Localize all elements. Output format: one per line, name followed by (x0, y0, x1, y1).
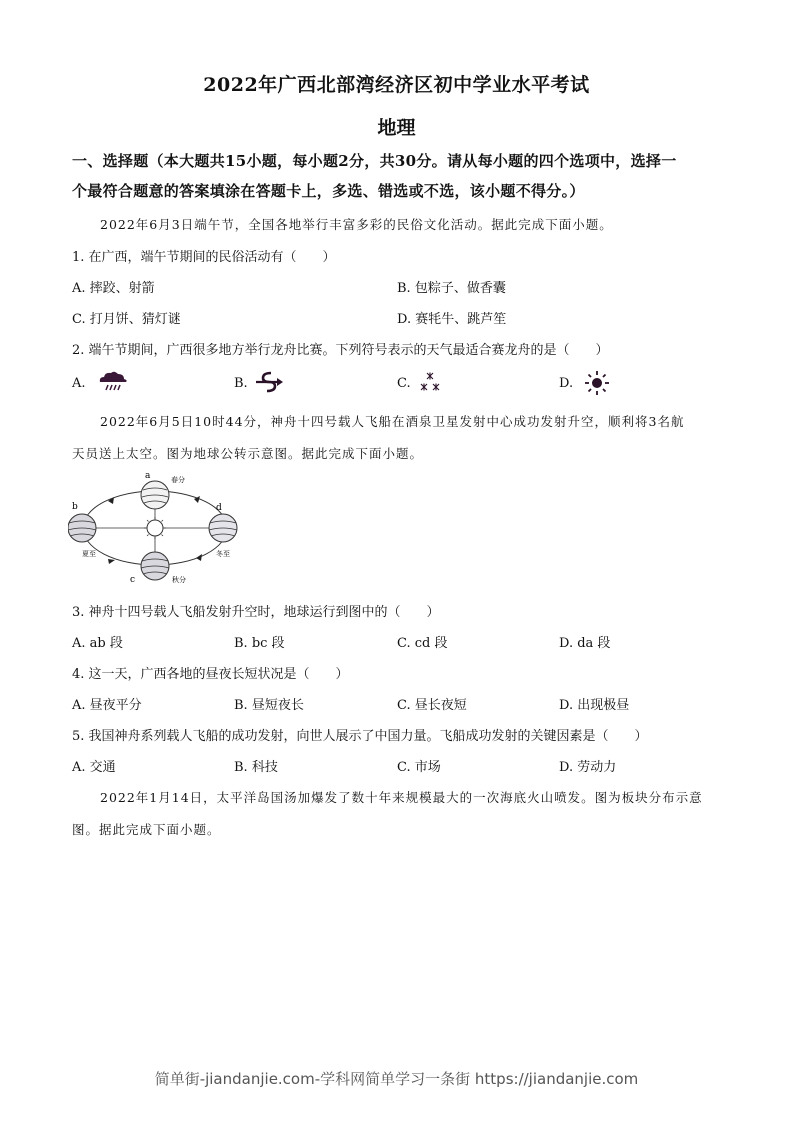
svg-text:春分: 春分 (171, 476, 185, 484)
intro-paragraph-1: 2022年6月3日端午节，全国各地举行丰富多彩的民俗文化活动。据此完成下面小题。 (100, 217, 613, 232)
question-3-option-c[interactable]: C. cd 段 (397, 636, 448, 651)
svg-text:秋分: 秋分 (172, 576, 186, 584)
question-4-option-a[interactable]: A. 昼夜平分 (72, 698, 142, 713)
question-1-stem: 1. 在广西，端午节期间的民俗活动有（ ） (72, 250, 336, 265)
question-4-stem: 4. 这一天，广西各地的昼夜长短状况是（ ） (72, 667, 349, 682)
question-4-option-d[interactable]: D. 出现极昼 (559, 698, 630, 713)
svg-text:b: b (72, 502, 78, 512)
question-4-option-c[interactable]: C. 昼长夜短 (397, 698, 467, 713)
svg-text:夏至: 夏至 (82, 550, 96, 558)
question-5-stem: 5. 我国神舟系列载人飞船的成功发射，向世人展示了中国力量。飞船成功发射的关键因素是（ ） (72, 729, 648, 744)
intro-paragraph-3-line2: 图。据此完成下面小题。 (72, 822, 221, 837)
svg-text:a: a (145, 471, 151, 481)
question-3-stem: 3. 神舟十四号载人飞船发射升空时，地球运行到图中的（ ） (72, 605, 440, 620)
question-5-option-c[interactable]: C. 市场 (397, 760, 441, 775)
question-2-option-a[interactable]: A. (72, 376, 86, 391)
intro-paragraph-3-line1: 2022年1月14日，太平洋岛国汤加爆发了数十年来规模最大的一次海底火山喷发。图为板块分布示意 (100, 790, 703, 805)
section-instructions-line1: 一、选择题（本大题共15小题，每小题2分，共30分。请从每小题的四个选项中，选择一 (72, 152, 677, 170)
question-3-option-b[interactable]: B. bc 段 (234, 636, 285, 651)
question-4-option-b[interactable]: B. 昼短夜长 (234, 698, 304, 713)
question-1-option-d[interactable]: D. 赛牦牛、跳芦笙 (397, 312, 507, 327)
question-1-option-b[interactable]: B. 包粽子、做香囊 (397, 281, 506, 296)
snow-icon (418, 370, 442, 394)
intro-paragraph-2-line1: 2022年6月5日10时44分，神舟十四号载人飞船在酒泉卫星发射中心成功发射升空，顺利将3名航 (100, 414, 685, 429)
intro-paragraph-2-line2: 天员送上太空。图为地球公转示意图。据此完成下面小题。 (72, 446, 424, 461)
question-5-option-a[interactable]: A. 交通 (72, 760, 116, 775)
svg-text:c: c (130, 575, 136, 585)
question-1-option-c[interactable]: C. 打月饼、猜灯谜 (72, 312, 181, 327)
question-5-option-b[interactable]: B. 科技 (234, 760, 278, 775)
sunny-icon (583, 369, 611, 397)
sandstorm-icon (254, 370, 284, 394)
earth-revolution-diagram (68, 468, 243, 588)
question-2-option-b[interactable]: B. (234, 376, 248, 391)
question-1-option-a[interactable]: A. 摔跤、射箭 (72, 281, 155, 296)
question-3-option-a[interactable]: A. ab 段 (72, 636, 123, 651)
svg-text:冬至: 冬至 (216, 550, 230, 558)
question-3-option-d[interactable]: D. da 段 (559, 636, 611, 651)
svg-text:d: d (216, 503, 222, 513)
question-2-stem: 2. 端午节期间，广西很多地方举行龙舟比赛。下列符号表示的天气最适合赛龙舟的是（ ） (72, 343, 609, 358)
exam-title: 2022年广西北部湾经济区初中学业水平考试 (203, 74, 590, 96)
question-2-option-c[interactable]: C. (397, 376, 411, 391)
subject-title: 地理 (377, 117, 416, 139)
footer-watermark: 简单街-jiandanjie.com-学科网简单学习一条街 https://jiandanjie.com (154, 1070, 639, 1088)
question-2-option-d[interactable]: D. (559, 376, 574, 391)
question-5-option-d[interactable]: D. 劳动力 (559, 760, 617, 775)
section-instructions-line2: 个最符合题意的答案填涂在答题卡上，多选、错选或不选，该小题不得分。） (72, 182, 585, 200)
rain-cloud-icon (96, 369, 130, 393)
